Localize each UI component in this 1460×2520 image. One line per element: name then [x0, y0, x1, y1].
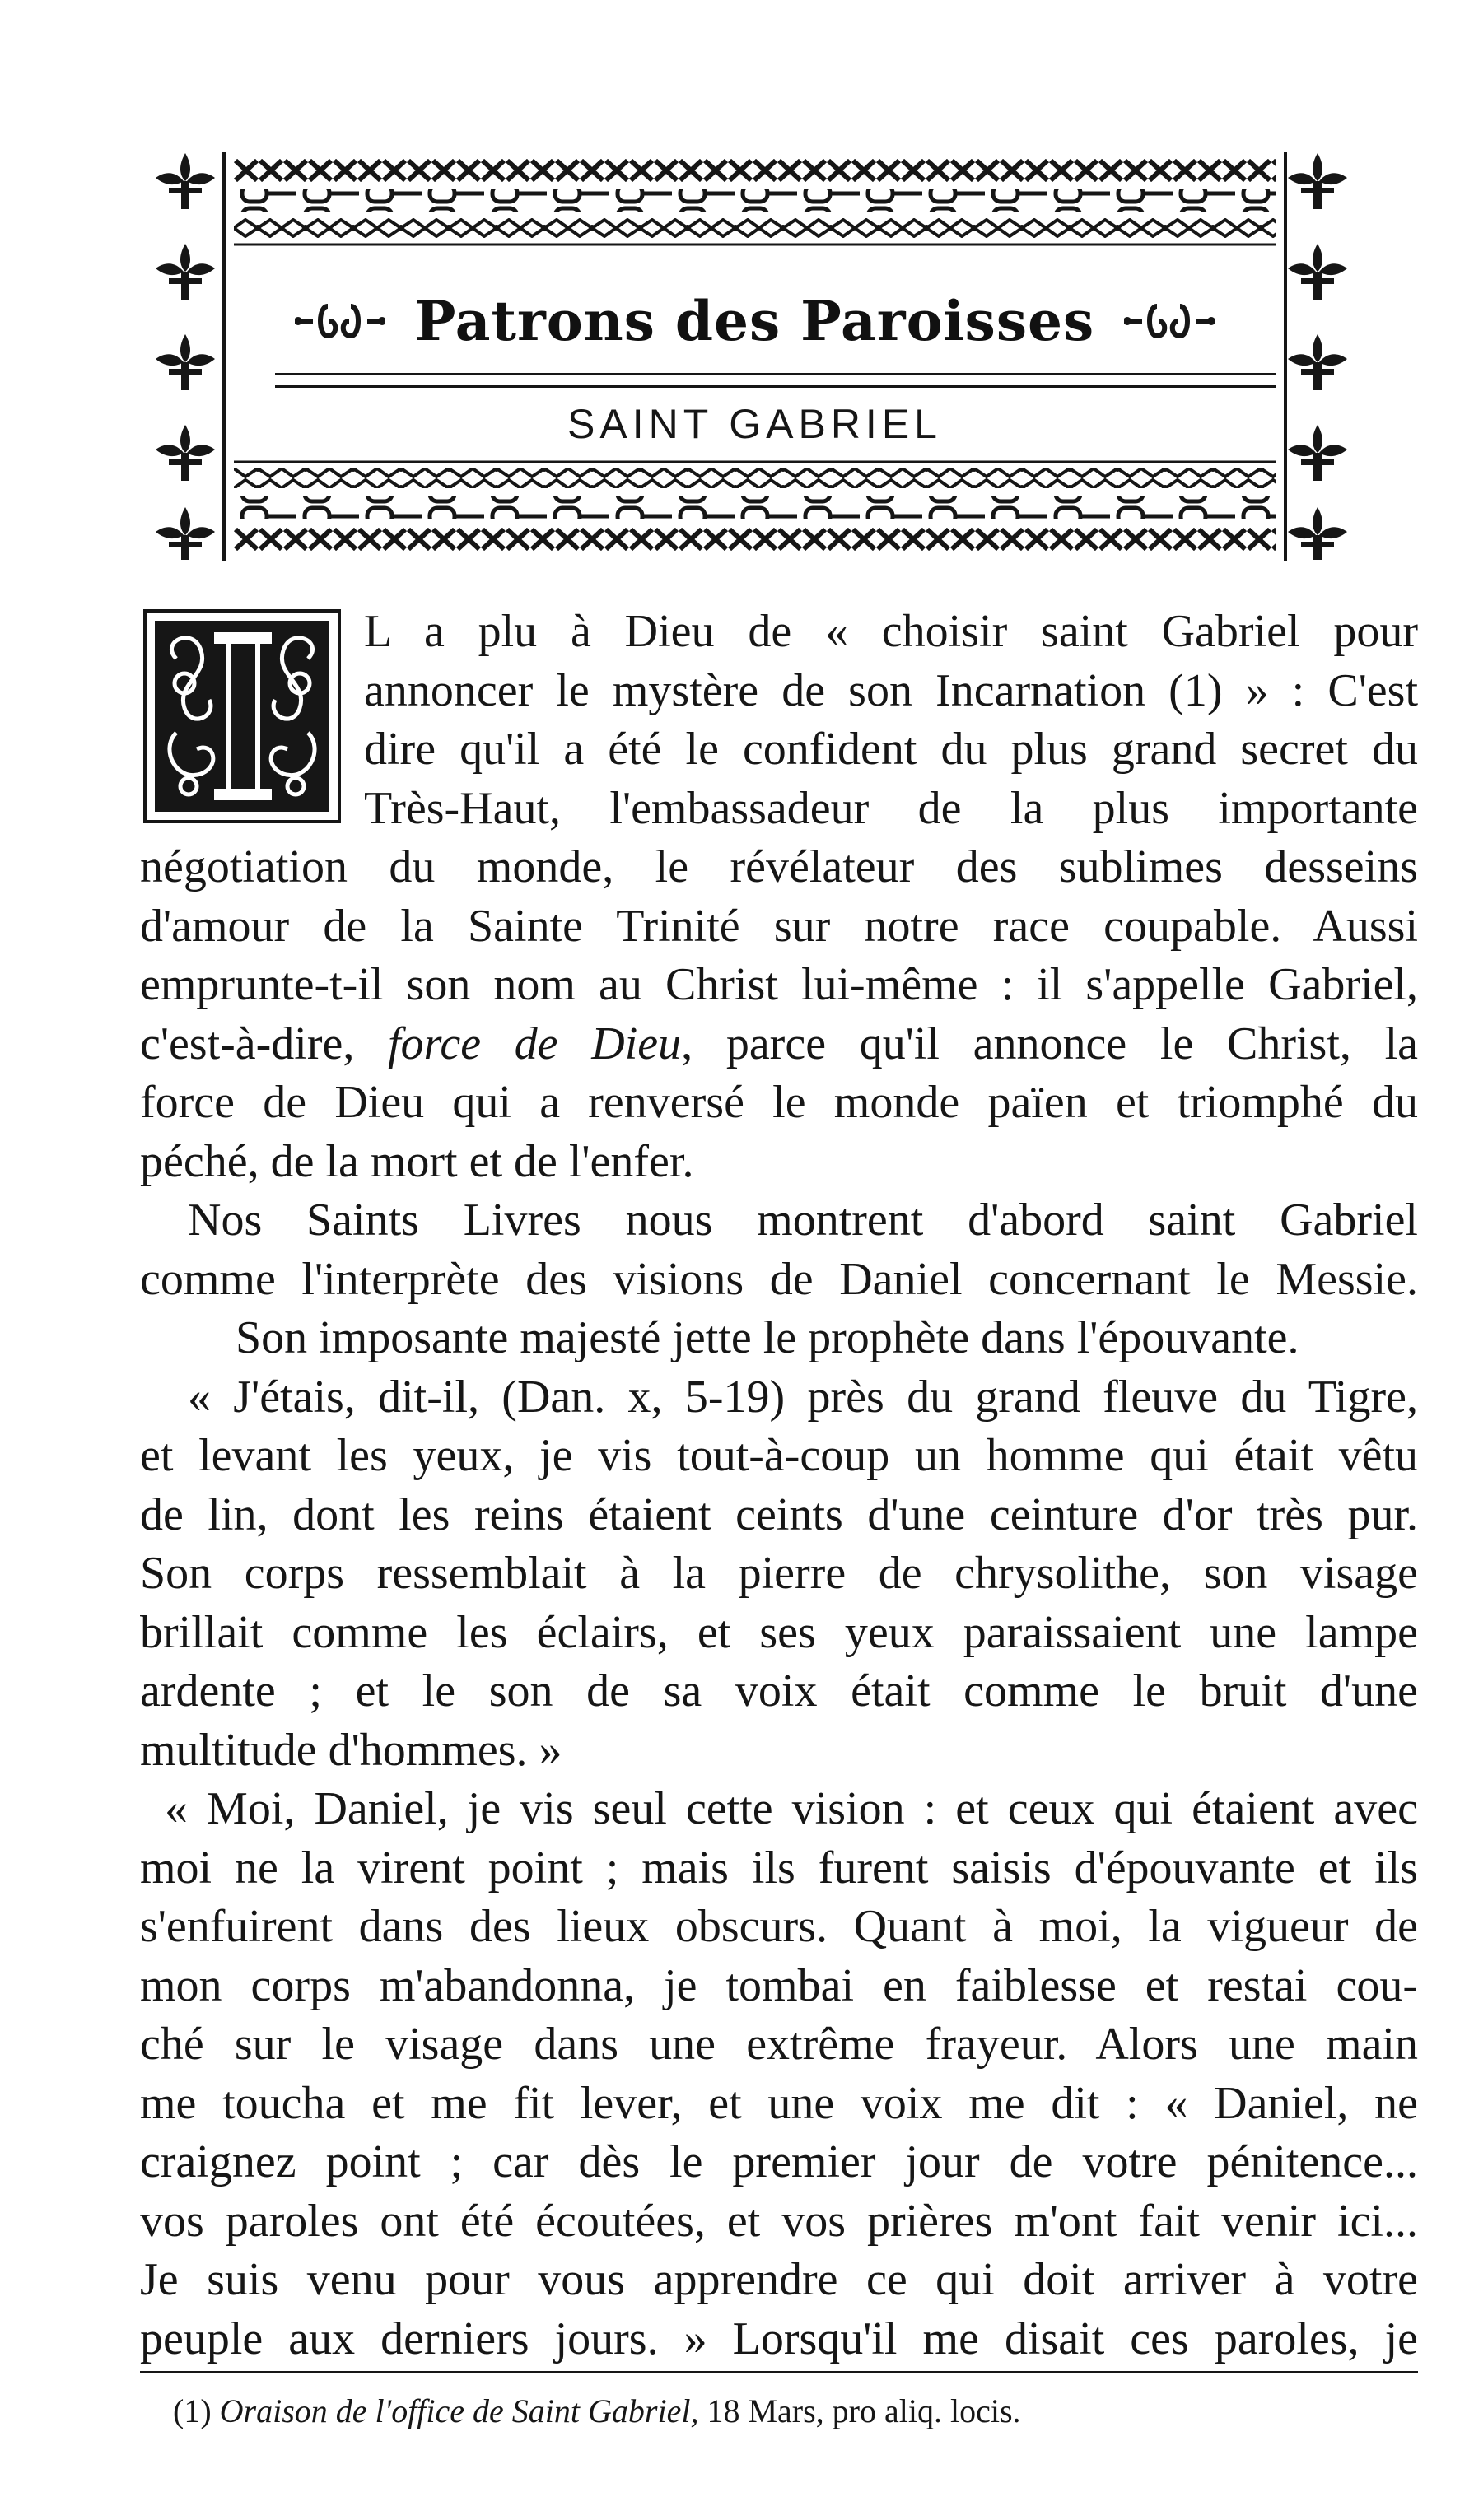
header-inner	[222, 152, 1287, 561]
article-body	[140, 603, 1418, 2369]
header-frame	[148, 148, 1355, 565]
italic-phrase: force de Dieu	[388, 1018, 682, 1069]
left-fleur-border	[148, 148, 222, 565]
text-line: comme l'interprète des visions de Daniel concernant le Messie.	[140, 1253, 1418, 1305]
text-line: peuple aux derniers jours. » Lorsqu'il me disait ces paroles, je	[140, 2313, 1418, 2364]
text-line: annoncer le mystère de son Incarnation (1) » : C'est	[364, 664, 1418, 716]
footnote-source: Oraison de l'office de Saint Gabriel,	[219, 2392, 699, 2429]
text-line: de lin, dont les reins étaient ceints d'une ceinture d'or très pur.	[140, 1488, 1418, 1540]
footnote-number: (1)	[173, 2392, 212, 2429]
text-line: craignez point ; car dès le premier jour de votre pénitence...	[140, 2136, 1418, 2187]
text-line: moi ne la virent point ; mais ils furent saisis d'épouvante et ils	[140, 1842, 1418, 1893]
illuminated-dropcap	[143, 609, 341, 823]
text-line: Son corps ressemblait à la pierre de chrysolithe, son visage	[140, 1548, 1418, 1599]
text-line: Très-Haut, l'embassadeur de la plus importante	[364, 782, 1418, 834]
fleur-de-lis-ornament-icon	[148, 148, 222, 565]
text-line: et levant les yeux, je vis tout-à-coup un homme qui était vêtu	[140, 1430, 1418, 1481]
text-line: Je suis venu pour vous apprendre ce qui doit arriver à votre	[140, 2254, 1418, 2305]
text-line: me toucha et me fit lever, et une voix me dit : « Daniel, ne	[140, 2077, 1418, 2129]
text-line: péché, de la mort et de l'enfer.	[140, 1135, 694, 1187]
text-line: multitude d'hommes. »	[140, 1724, 562, 1776]
title-row	[226, 268, 1284, 375]
text-line: dire qu'il a été le confident du plus grand secret du	[364, 724, 1418, 775]
text-line: « Moi, Daniel, je vis seul cette vision : et ceux qui étaient avec	[165, 1783, 1418, 1834]
text-line: d'amour de la Sainte Trinité sur notre race coupable. Aussi	[140, 900, 1418, 952]
footnote-rule	[140, 2371, 1418, 2373]
text-line: négotiation du monde, le révélateur des sublimes desseins	[140, 841, 1418, 892]
text-line: Son imposante majesté jette le prophète dans l'épouvante.	[236, 1312, 1299, 1363]
text-line: ché sur le visage dans une extrême frayeur. Alors une main	[140, 2019, 1418, 2070]
text-line	[140, 1015, 1418, 1074]
text-line: Nos Saints Livres nous montrent d'abord saint Gabriel	[188, 1195, 1418, 1246]
fleur-de-lis-ornament-icon	[1280, 148, 1355, 565]
paragraph-3	[140, 1309, 1418, 1368]
paragraph-2	[140, 1191, 1418, 1309]
paragraph-5	[140, 1780, 1418, 2369]
top-lace-band	[234, 159, 1276, 258]
title-double-rule	[275, 373, 1276, 388]
text-line: force de Dieu qui a renversé le monde païen et triomphé du	[140, 1077, 1418, 1128]
text-line: L a plu à Dieu de « choisir saint Gabriel pour	[364, 606, 1418, 657]
text-line: s'enfuirent dans des lieux obscurs. Quant à moi, la vigueur de	[140, 1901, 1418, 1952]
text-line: emprunte-t-il son nom au Christ lui-même : il s'appelle Gabriel,	[140, 959, 1418, 1010]
text-segment: c'est-à-dire,	[140, 1018, 389, 1069]
footnote-detail: 18 Mars, pro aliq. locis.	[698, 2392, 1021, 2429]
left-scroll-ornament-icon	[295, 296, 385, 346]
right-scroll-ornament-icon	[1124, 296, 1215, 346]
ornamental-initial-icon	[143, 609, 341, 823]
text-line: brillait comme les éclairs, et ses yeux paraissaient une lampe	[140, 1606, 1418, 1658]
text-line: ardente ; et le son de sa voix était comme le bruit d'une	[140, 1665, 1418, 1716]
text-line: « J'étais, dit-il, (Dan. x, 5-19) près du grand fleuve du Tigre,	[188, 1371, 1418, 1423]
text-segment: , parce qu'il annonce le Christ, la	[681, 1018, 1418, 1069]
svg-text:I: I	[241, 726, 245, 735]
footnote	[173, 2392, 1408, 2430]
text-line: vos paroles ont été écoutées, et vos prières m'ont fait venir ici...	[140, 2195, 1418, 2247]
text-line: mon corps m'abandonna, je tombai en faiblesse et restai cou-	[140, 1959, 1418, 2011]
page-title: Patrons des Paroisses	[414, 289, 1095, 353]
bottom-lace-band	[234, 459, 1276, 557]
paragraph-4	[140, 1368, 1418, 1781]
right-fleur-border	[1280, 148, 1355, 565]
saint-name-heading: SAINT GABRIEL	[567, 401, 942, 447]
